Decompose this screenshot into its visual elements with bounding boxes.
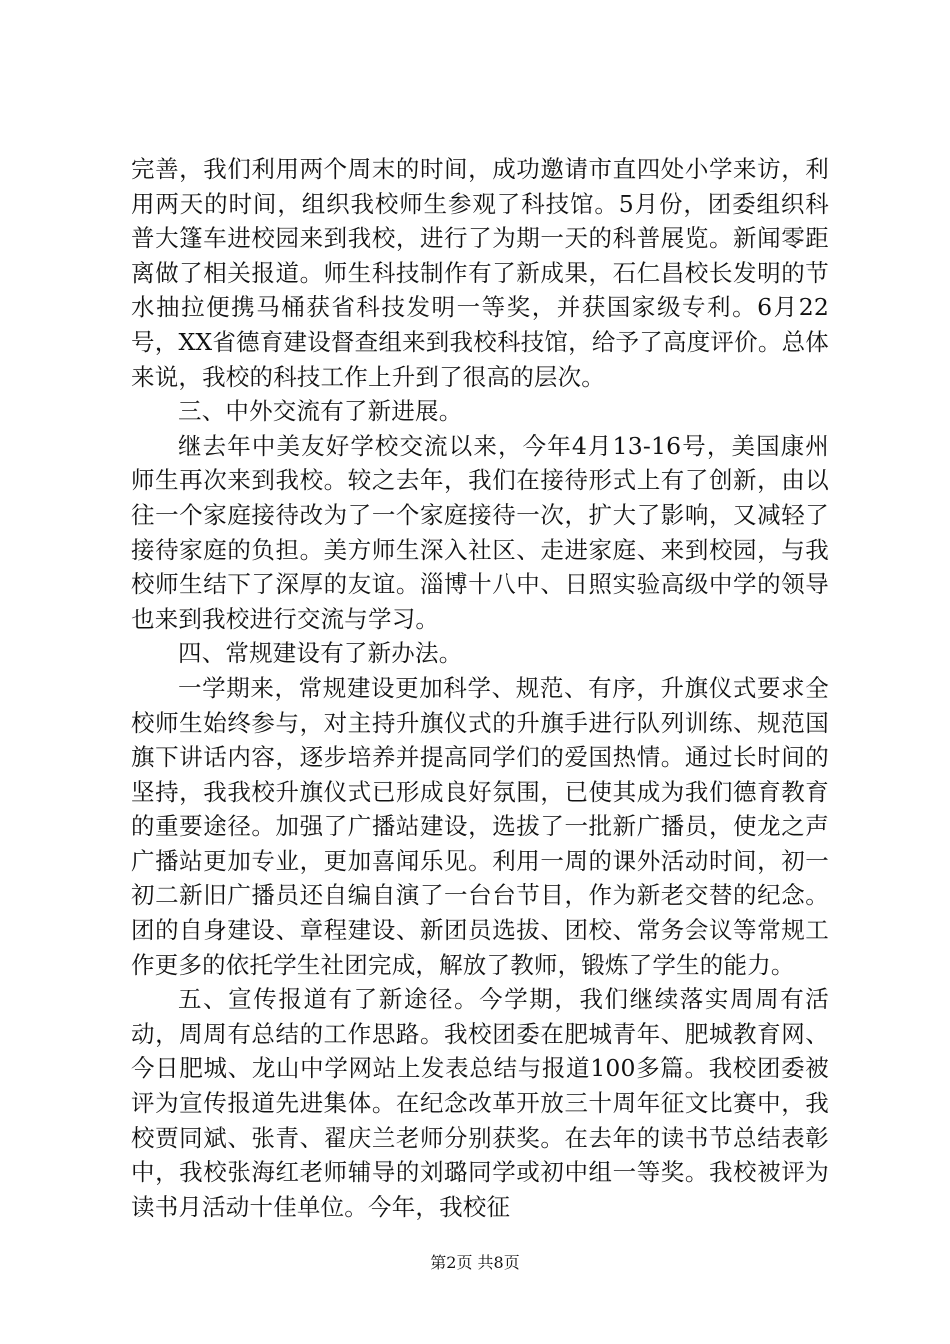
paragraph-exchange: 继去年中美友好学校交流以来，今年4月13-16号，美国康州师生再次来到我校。较之去年，我们在接待形式上有了创新，由以往一个家庭接待改为了一个家庭接待一次，扩大了影响，又减轻了接待家庭的负担。美方师生深入社区、走进家庭、来到校园，与我校师生结下了深厚的友谊。淄博十八中、日照实验高级中学的领导也来到我校进行交流与学习。 — [131, 431, 829, 633]
document-body — [131, 152, 829, 1224]
page-number-footer: 第2页 共8页 — [430, 1253, 520, 1272]
section-heading-3: 三、中外交流有了新进展。 — [178, 397, 463, 426]
section-heading-4: 四、常规建设有了新办法。 — [178, 639, 463, 668]
paragraph-publicity: 五、宣传报道有了新途径。今学期，我们继续落实周周有活动，周周有总结的工作思路。我校团委在肥城青年、肥城教育网、今日肥城、龙山中学网站上发表总结与报道100多篇。我校团委被评为宣传报道先进集体。在纪念改革开放三十周年征文比赛中，我校贾同斌、张青、翟庆兰老师分别获奖。在去年的读书节总结表彰中，我校张海红老师辅导的刘璐同学或初中组一等奖。我校被评为读书月活动十佳单位。今年，我校征 — [131, 985, 829, 1221]
paragraph-continuation: 完善，我们利用两个周末的时间，成功邀请市直四处小学来访，利用两天的时间，组织我校师生参观了科技馆。5月份，团委组织科普大篷车进校园来到我校，进行了为期一天的科普展览。新闻零距离做了相关报道。师生科技制作有了新成果，石仁昌校长发明的节水抽拉便携马桶获省科技发明一等奖，并获国家级专利。6月22号，XX省德育建设督查组来到我校科技馆，给予了高度评价。总体来说，我校的科技工作上升到了很高的层次。 — [131, 155, 829, 391]
paragraph-routine: 一学期来，常规建设更加科学、规范、有序，升旗仪式要求全校师生始终参与，对主持升旗仪式的升旗手进行队列训练、规范国旗下讲话内容，逐步培养并提高同学们的爱国热情。通过长时间的坚持，我我校升旗仪式已形成良好氛围，已使其成为我们德育教育的重要途径。加强了广播站建设，选拔了一批新广播员，使龙之声广播站更加专业，更加喜闻乐见。利用一周的课外活动时间，初一初二新旧广播员还自编自演了一台台节目，作为新老交替的纪念。团的自身建设、章程建设、新团员选拔、团校、常务会议等常规工作更多的依托学生社团完成，解放了教师，锻炼了学生的能力。 — [131, 673, 829, 979]
